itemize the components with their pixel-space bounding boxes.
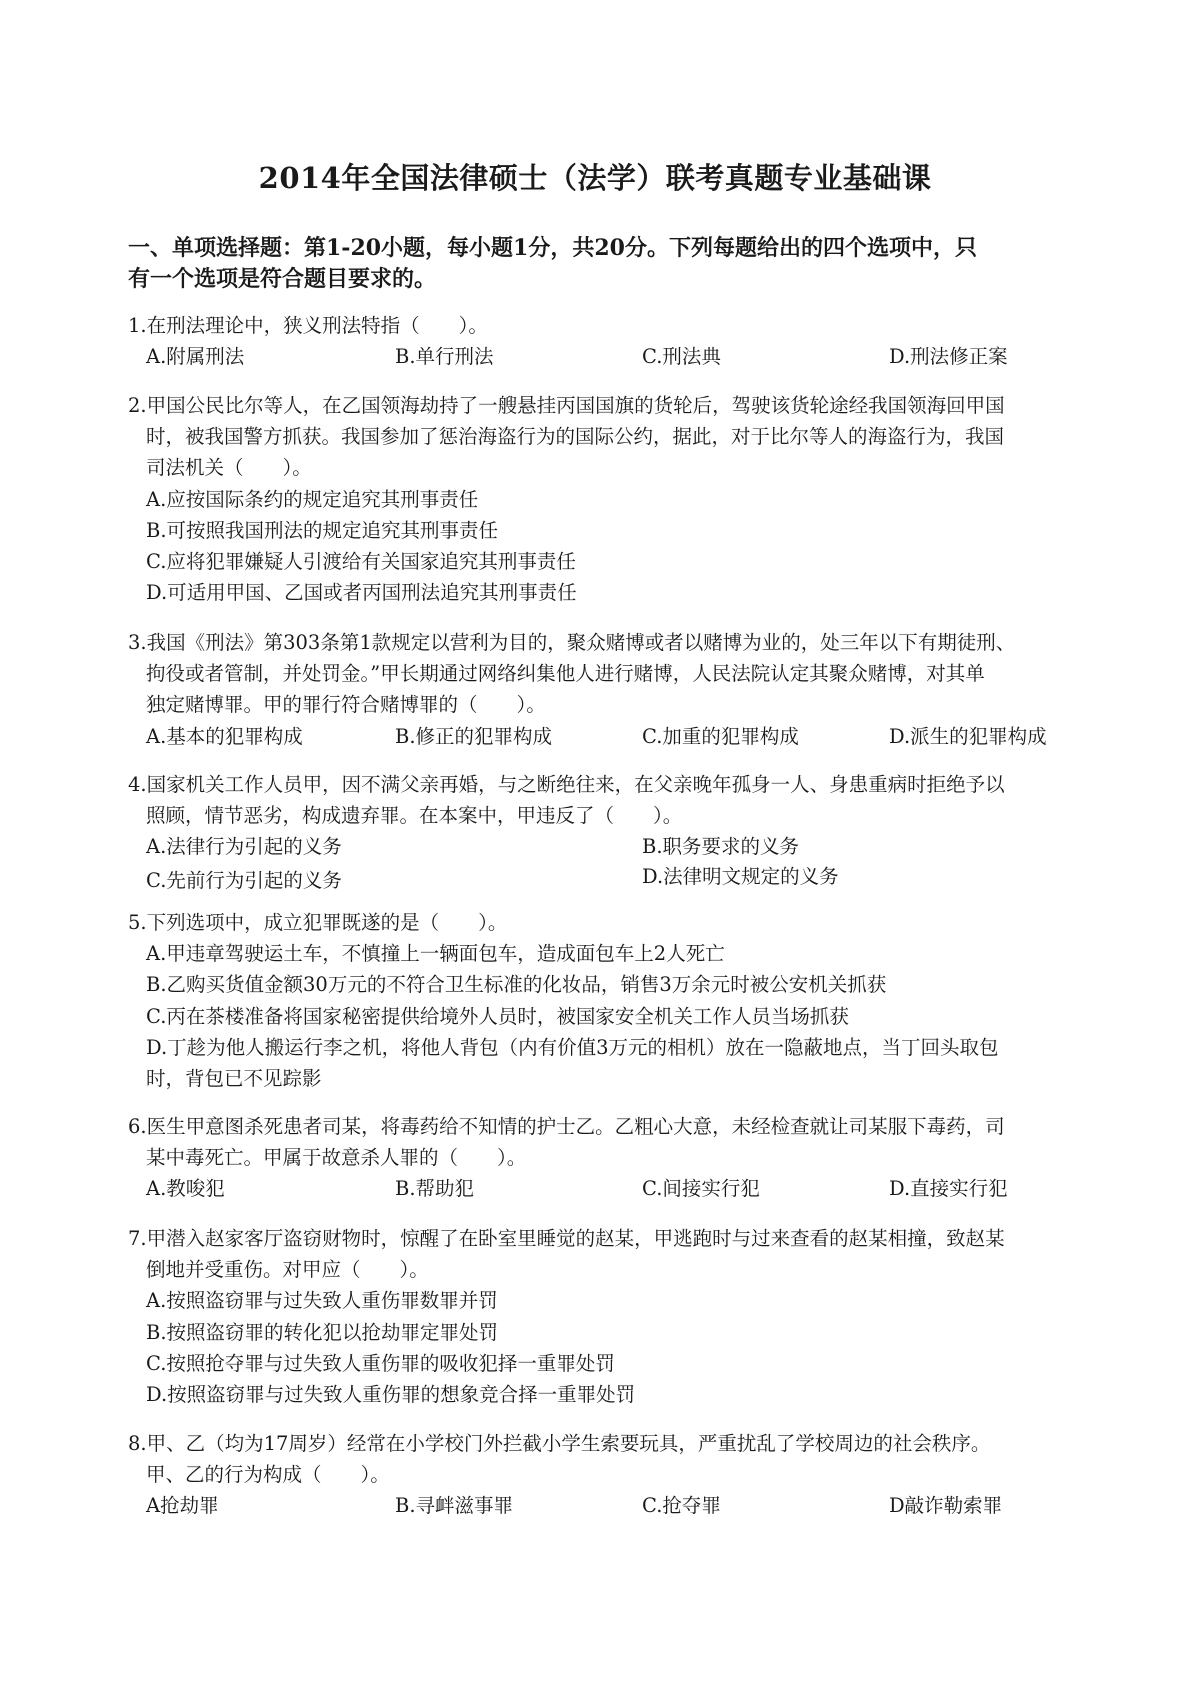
option-d: D敲诈勒索罪 — [889, 1494, 1003, 1518]
option-d: D.派生的犯罪构成 — [889, 724, 1047, 748]
question-stem: 独定赌博罪。甲的罪行符合赌博罪的（ ）。 — [146, 693, 546, 717]
option-d: D.直接实行犯 — [889, 1177, 1008, 1201]
question-stem: 照顾，情节恶劣，构成遗弃罪。在本案中，甲违反了（ ）。 — [146, 804, 683, 828]
option-b: B.可按照我国刑法的规定追究其刑事责任 — [146, 518, 499, 542]
option-a: A.应按国际条约的规定追究其刑事责任 — [146, 487, 479, 511]
option-d: D.法律明文规定的义务 — [642, 864, 839, 888]
question-stem: 8.甲、乙（均为17周岁）经常在小学校门外拦截小学生索要玩具，严重扰乱了学校周边的社会秩序。 — [128, 1432, 991, 1455]
question-stem: 3.我国《刑法》第303条第1款规定以营利为目的，聚众赌博或者以赌博为业的，处三年以下有期徒刑、 — [128, 631, 1016, 654]
question-stem: 时，被我国警方抓获。我国参加了惩治海盗行为的国际公约，据此，对于比尔等人的海盗行为，我国 — [146, 425, 1005, 449]
option-b: B.单行刑法 — [395, 345, 494, 369]
option-b: B.修正的犯罪构成 — [395, 724, 553, 748]
question-stem: 5.下列选项中，成立犯罪既遂的是（ ）。 — [128, 911, 508, 934]
option-b: B.职务要求的义务 — [642, 835, 800, 859]
question-stem: 倒地并受重伤。对甲应（ ）。 — [146, 1258, 429, 1282]
options-row — [128, 831, 1078, 862]
question-stem: 6.医生甲意图杀死患者司某，将毒药给不知情的护士乙。乙粗心大意，未经检查就让司某服下毒药，司 — [128, 1115, 1005, 1138]
question-stem: 甲、乙的行为构成（ ）。 — [146, 1463, 390, 1487]
option-a: A.甲违章驾驶运土车，不慎撞上一辆面包车，造成面包车上2人死亡 — [146, 942, 725, 966]
option-c: C.加重的犯罪构成 — [642, 724, 799, 748]
question-stem: 司法机关（ ）。 — [146, 456, 312, 480]
option-d-continued: 时，背包已不见踪影 — [146, 1066, 322, 1090]
option-c: C.按照抢夺罪与过失致人重伤罪的吸收犯择一重罪处罚 — [146, 1351, 615, 1375]
question-stem: 1.在刑法理论中，狭义刑法特指（ ）。 — [128, 314, 488, 337]
option-b: B.寻衅滋事罪 — [395, 1494, 514, 1518]
option-d: D.刑法修正案 — [889, 345, 1008, 369]
question-3 — [128, 627, 1078, 752]
question-stem: 4.国家机关工作人员甲，因不满父亲再婚，与之断绝往来，在父亲晚年孤身一人、身患重病时拒绝予以 — [128, 773, 1005, 796]
options-row — [128, 721, 1078, 752]
question-stem: 某中毒死亡。甲属于故意杀人罪的（ ）。 — [146, 1146, 527, 1170]
document-title: 2014年全国法律硕士（法学）联考真题专业基础课 — [258, 161, 932, 195]
option-a: A.按照盗窃罪与过失致人重伤罪数罪并罚 — [146, 1289, 498, 1313]
question-7 — [128, 1223, 1078, 1410]
option-d: D.可适用甲国、乙国或者丙国刑法追究其刑事责任 — [146, 581, 577, 605]
option-a: A.教唆犯 — [146, 1177, 225, 1201]
option-d: D.丁趁为他人搬运行李之机，将他人背包（内有价值3万元的相机）放在一隐蔽地点，当丁回头取包 — [146, 1035, 999, 1059]
section-heading-line: 有一个选项是符合题目要求的。 — [128, 266, 437, 293]
option-a: A.法律行为引起的义务 — [146, 835, 342, 859]
option-b: B.乙购买货值金额30万元的不符合卫生标准的化妆品，销售3万余元时被公安机关抓获 — [146, 973, 887, 997]
option-c: C.先前行为引起的义务 — [146, 868, 342, 892]
question-stem: 拘役或者管制，并处罚金。”甲长期通过网络纠集他人进行赌博，人民法院认定其聚众赌博，对其单 — [146, 662, 985, 686]
options-row — [128, 341, 1078, 372]
question-stem: 2.甲国公民比尔等人，在乙国领海劫持了一艘悬挂丙国国旗的货轮后，驾驶该货轮途经我国领海回甲国 — [128, 394, 1005, 417]
options-row — [128, 863, 1078, 894]
question-2 — [128, 390, 1078, 608]
question-6 — [128, 1111, 1078, 1205]
section-heading — [128, 232, 1078, 294]
option-a: A抢劫罪 — [146, 1494, 219, 1518]
section-heading-line: 一、单项选择题：第1-20小题，每小题1分，共20分。下列每题给出的四个选项中，只 — [128, 235, 977, 261]
option-d: D.按照盗窃罪与过失致人重伤罪的想象竞合择一重罪处罚 — [146, 1382, 636, 1406]
option-c: C.丙在茶楼准备将国家秘密提供给境外人员时，被国家安全机关工作人员当场抓获 — [146, 1004, 849, 1028]
question-5 — [128, 907, 1078, 1094]
option-a: A.附属刑法 — [146, 345, 245, 369]
option-b: B.按照盗窃罪的转化犯以抢劫罪定罪处罚 — [146, 1320, 499, 1344]
options-row — [128, 1173, 1078, 1204]
question-4 — [128, 769, 1078, 894]
option-c: C.刑法典 — [642, 345, 721, 369]
option-c: C.应将犯罪嫌疑人引渡给有关国家追究其刑事责任 — [146, 549, 576, 573]
question-1 — [128, 310, 1078, 372]
question-8 — [128, 1428, 1078, 1522]
question-stem: 7.甲潜入赵家客厅盗窃财物时，惊醒了在卧室里睡觉的赵某，甲逃跑时与过来查看的赵某相撞，致赵某 — [128, 1227, 1005, 1250]
option-c: C.抢夺罪 — [642, 1494, 721, 1518]
options-row — [128, 1490, 1078, 1521]
option-a: A.基本的犯罪构成 — [146, 724, 303, 748]
option-b: B.帮助犯 — [395, 1177, 475, 1201]
option-c: C.间接实行犯 — [642, 1177, 760, 1201]
